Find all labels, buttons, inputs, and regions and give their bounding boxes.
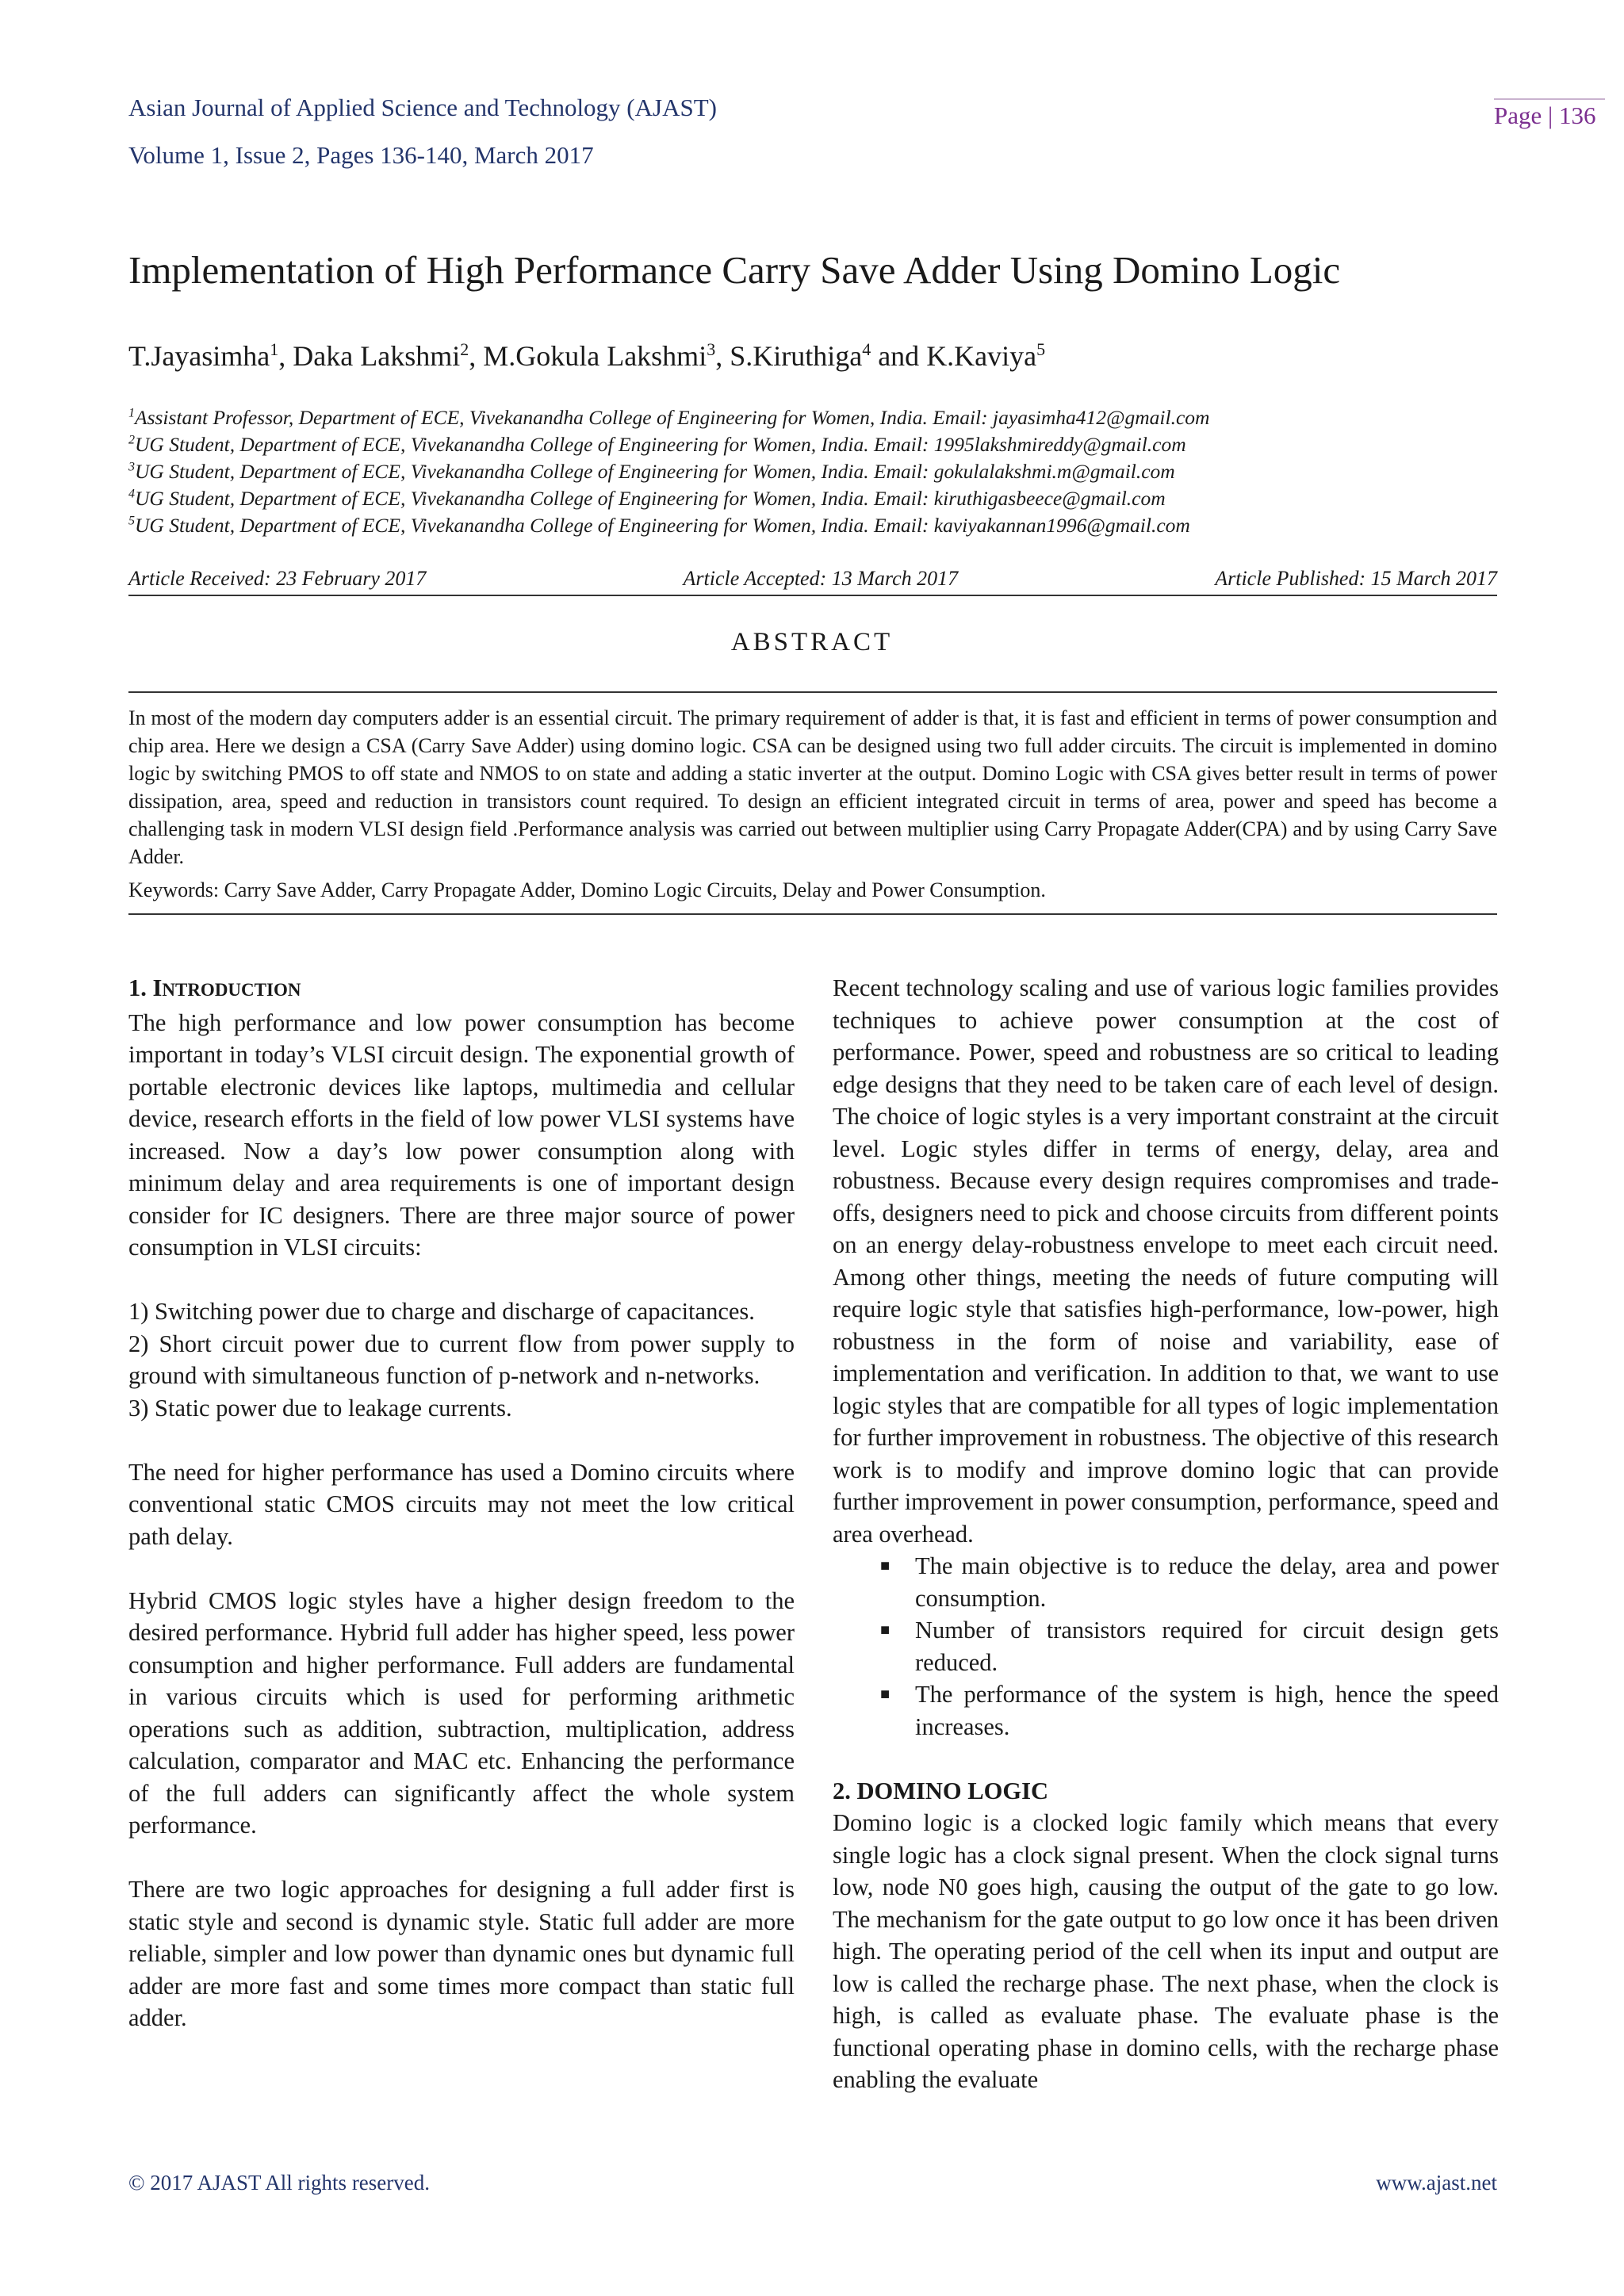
bullet-text: The performance of the system is high, hence the speed increases. (915, 1681, 1499, 1740)
body-column-left (128, 972, 795, 2034)
affiliation-marker: 3 (128, 460, 135, 474)
affiliation-text: UG Student, Department of ECE, Vivekanandha College of Engineering for Women, India. Email: 1995lakshmireddy@gmail.com (135, 433, 1186, 456)
affiliation-line (128, 485, 1209, 512)
affiliation-marker: 2 (128, 433, 135, 447)
author-name: M.Gokula Lakshmi (483, 340, 707, 372)
divider (128, 913, 1497, 915)
journal-issue: Volume 1, Issue 2, Pages 136-140, March 2017 (128, 141, 594, 169)
article-dates (128, 567, 1497, 591)
section-heading-number: 1. I (128, 974, 163, 1001)
author-name: K.Kaviya (926, 340, 1037, 372)
page-number: Page | 136 (1494, 101, 1596, 129)
date-received: Article Received: 23 February 2017 (128, 567, 427, 590)
paragraph: Hybrid CMOS logic styles have a higher design freedom to the desired performance. Hybrid full adder has higher speed, less power consumption and higher performance. Full adders are fundamental in various circuits which is used for performing arithmetic operations such as addition, subtraction, multiplication, address calculation, comparator and MAC etc. Enhancing the performance of the full adders can significantly affect the whole system performance. (128, 1586, 795, 1839)
section-heading-domino-logic: 2. DOMINO LOGIC (833, 1777, 1048, 1804)
list-item: 2) Short circuit power due to current flow from power supply to ground with simultaneous function of p-network and n-networks. (128, 1330, 795, 1389)
author-name: T.Jayasimha (128, 340, 270, 372)
affiliation-text: UG Student, Department of ECE, Vivekanandha College of Engineering for Women, India. Email: gokulalakshmi.m@gmail.com (135, 460, 1175, 483)
page-badge-rule (1494, 98, 1605, 100)
divider (128, 691, 1497, 693)
bullet-square-icon: ■ (880, 1686, 891, 1703)
author-affiliation-marker: 1 (270, 339, 279, 359)
author-affiliation-marker: 4 (862, 339, 871, 359)
section-heading-introduction (128, 972, 795, 1007)
paragraph: The need for higher performance has used a Domino circuits where conventional static CMOS circuits may not meet the low critical path delay. (128, 1458, 795, 1550)
list-item: 3) Static power due to leakage currents. (128, 1394, 512, 1422)
affiliation-text: UG Student, Department of ECE, Vivekanandha College of Engineering for Women, India. Email: kiruthigasbeece@gmail.com (135, 487, 1166, 510)
affiliation-list (128, 404, 1209, 539)
author-separator: , (715, 340, 730, 372)
divider (128, 595, 1497, 596)
affiliation-line (128, 404, 1209, 431)
body-column-right (833, 972, 1499, 2096)
bullet-text: The main objective is to reduce the delay, area and power consumption. (915, 1552, 1499, 1612)
footer-website-link[interactable]: www.ajast.net (1376, 2171, 1497, 2195)
bullet-item (833, 1550, 1499, 1614)
affiliation-line (128, 512, 1209, 539)
author-affiliation-marker: 5 (1036, 339, 1046, 359)
paragraph: Domino logic is a clocked logic family which means that every single logic has a clock signal present. When the clock signal turns low, node N0 goes high, causing the output of the gate to go low. The mechanism for the gate output to go low once it has been driven high. The operating period of the cell when its input and output are low is called the recharge phase. The next phase, when the clock is high, is called as evaluate phase. The evaluate phase is the functional operating phase in domino cells, with the recharge phase enabling the evaluate (833, 1809, 1499, 2093)
keywords: Keywords: Carry Save Adder, Carry Propagate Adder, Domino Logic Circuits, Delay and Power Consumption. (128, 878, 1046, 901)
paper-title: Implementation of High Performance Carry Save Adder Using Domino Logic (128, 248, 1341, 292)
affiliation-text: UG Student, Department of ECE, Vivekanandha College of Engineering for Women, India. Email: kaviyakannan1996@gmail.com (135, 514, 1190, 537)
abstract-text: In most of the modern day computers adder is an essential circuit. The primary requirement of adder is that, it is fast and efficient in terms of power consumption and chip area. Here we design a CSA (Carry Save Adder) using domino logic. CSA can be designed using two full adder circuits. The circuit is implemented in domino logic by switching PMOS to off state and NMOS to on state and adding a static inverter at the output. Domino Logic with CSA gives better result in terms of power dissipation, area, speed and reduction in transistors count required. To design an efficient integrated circuit in terms of area, power and speed has become a challenging task in modern VLSI design field .Performance analysis was carried out between multiplier using Carry Propagate Adder(CPA) and by using Carry Save Adder. (128, 706, 1497, 868)
affiliation-line (128, 431, 1209, 458)
bullet-list (833, 1550, 1499, 1743)
author-list (128, 339, 1045, 373)
paragraph: Recent technology scaling and use of various logic families provides techniques to achieve power consumption at the cost of performance. Power, speed and robustness are so critical to leading edge designs that they need to be taken care of each level of design. The choice of logic styles is a very important constraint at the circuit level. Logic styles differ in terms of energy, delay, area and robustness. Because every design requires compromises and trade-offs, designers need to pick and choose circuits from different points on an energy delay-robustness envelope to meet each circuit need. Among other things, meeting the needs of future computing will require logic style that satisfies high-performance, low-power, high robustness in the form of noise and variability, ease of implementation and verification. In addition to that, we want to use logic styles that are compatible for all types of logic implementation for further improvement in robustness. The objective of this research work is to modify and improve domino logic that can provide further improvement in power consumption, performance, speed and area overhead. (833, 974, 1499, 1548)
bullet-square-icon: ■ (880, 1557, 891, 1575)
bullet-item (833, 1678, 1499, 1743)
author-separator: and (871, 340, 927, 372)
paragraph: The high performance and low power consumption has become important in today’s VLSI circuit design. The exponential growth of portable electronic devices like laptops, multimedia and cellular device, research efforts in the field of low power VLSI systems have increased. Now a day’s low power consumption along with minimum delay and area requirements is one of important design consider for IC designers. There are three major source of power consumption in VLSI circuits: (128, 1008, 795, 1261)
author-affiliation-marker: 3 (707, 339, 716, 359)
abstract-heading: ABSTRACT (730, 628, 894, 656)
bullet-square-icon: ■ (880, 1621, 891, 1639)
journal-name: Asian Journal of Applied Science and Technology (AJAST) (128, 94, 717, 121)
bullet-text: Number of transistors required for circuit design gets reduced. (915, 1617, 1499, 1676)
date-published: Article Published: 15 March 2017 (1215, 567, 1497, 590)
author-separator: , (469, 340, 484, 372)
affiliation-line (128, 458, 1209, 485)
affiliation-marker: 1 (128, 406, 135, 420)
author-name: S.Kiruthiga (730, 340, 863, 372)
bullet-item (833, 1614, 1499, 1678)
author-separator: , (278, 340, 293, 372)
affiliation-text: Assistant Professor, Department of ECE, Vivekanandha College of Engineering for Women, India. Email: jayasimha412@gmail.com (135, 406, 1210, 429)
affiliation-marker: 5 (128, 514, 135, 528)
section-heading-rest: NTRODUCTION (162, 980, 301, 1000)
footer-copyright: © 2017 AJAST All rights reserved. (128, 2171, 431, 2195)
affiliation-marker: 4 (128, 487, 135, 501)
paragraph: There are two logic approaches for designing a full adder first is static style and second is dynamic style. Static full adder are more reliable, simpler and low power than dynamic ones but dynamic full adder are more fast and some times more compact than static full adder. (128, 1876, 795, 2031)
author-name: Daka Lakshmi (293, 340, 461, 372)
list-item: 1) Switching power due to charge and discharge of capacitances. (128, 1298, 755, 1325)
date-accepted: Article Accepted: 13 March 2017 (683, 567, 959, 590)
author-affiliation-marker: 2 (460, 339, 469, 359)
